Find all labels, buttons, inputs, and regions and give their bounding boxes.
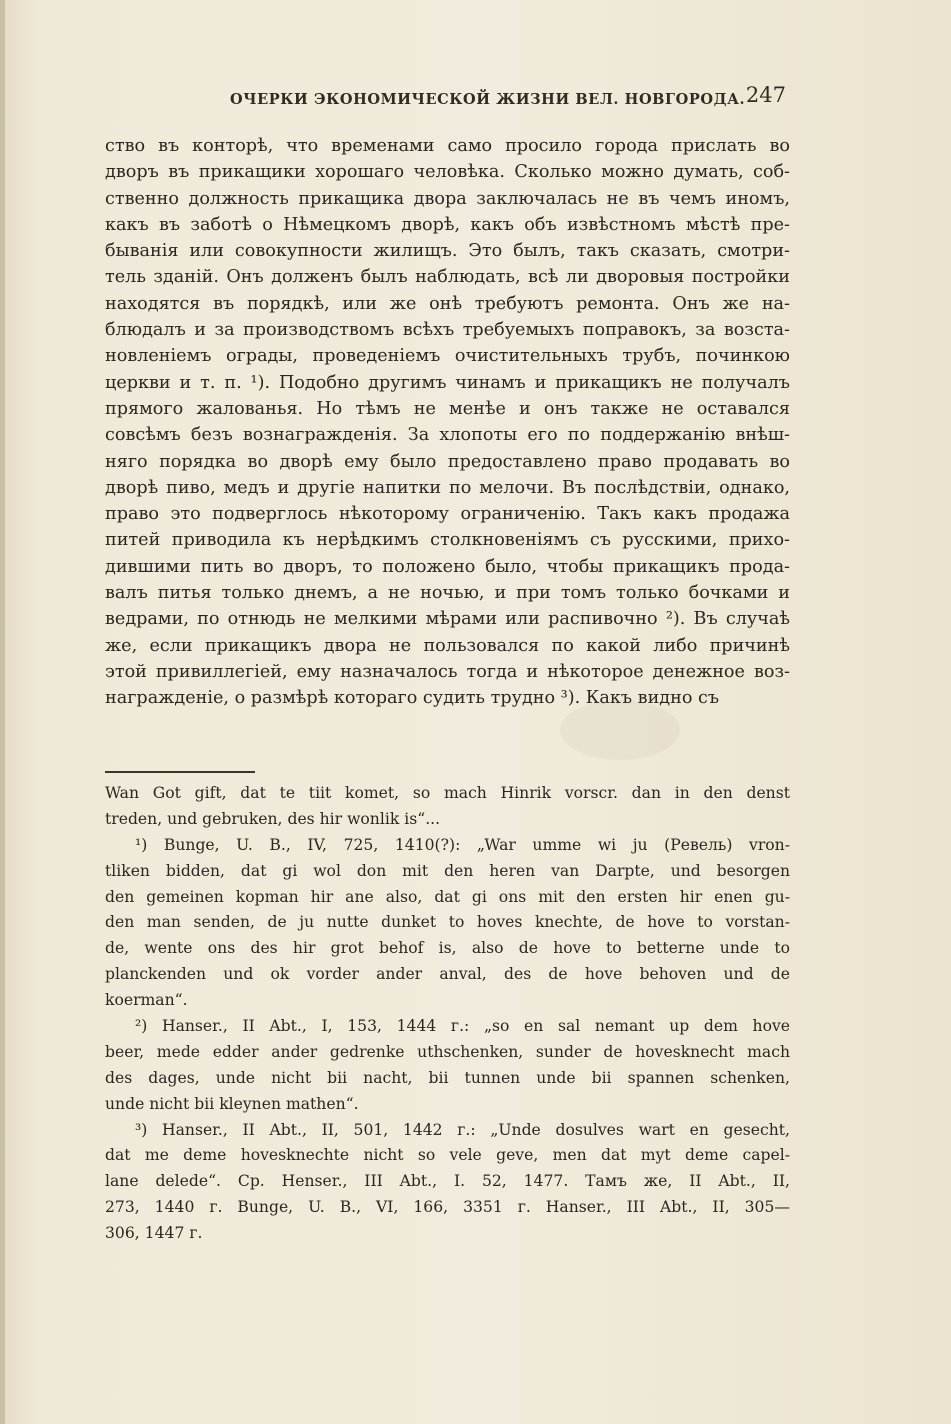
running-head <box>200 83 790 113</box>
text-line: блюдалъ и за производствомъ всѣхъ требуемыхъ поправокъ, за возста- <box>105 320 790 341</box>
footnote-line: Wan Got gift, dat te tiit komet, so mach Hinrik vorscr. dan in den denst <box>105 784 790 802</box>
footnote-line: tliken bidden, dat gi wol don mit den heren van Darpte, und besorgen <box>105 861 790 880</box>
text-line: ведрами, по отнюдь не мелкими мѣрами или распивочно ²). Въ случаѣ <box>105 609 790 630</box>
text-line: дворъ въ прикащики хорошаго человѣка. Сколько можно думать, соб- <box>105 162 790 183</box>
text-line: няго порядка во дворѣ ему было предоставлено право продавать во <box>105 451 790 472</box>
text-line: ственно должность прикащика двора заключалась не въ чемъ иномъ, <box>105 188 790 209</box>
footnote-line: 306, 1447 г. <box>105 1224 203 1243</box>
footnote-line: ²) Hanser., II Abt., I, 153, 1444 г.: „so en sal nemant up dem hove <box>135 1017 790 1036</box>
text-line: награжденіе, о размѣрѣ котораго судить трудно ³). Какъ видно съ <box>105 688 720 709</box>
footnote-line: unde nicht bii kleynen mathen“. <box>105 1094 359 1113</box>
footnotes-block <box>105 781 790 1247</box>
text-line: право это подверглось нѣкоторому ограниченію. Такъ какъ продажа <box>105 504 790 525</box>
footnote-line: de, wente ons des hir grot behof is, also de hove to betterne unde to <box>105 939 790 958</box>
text-line: валъ питья только днемъ, а не ночью, и при томъ только бочками и <box>105 583 790 604</box>
footnote-line: planckenden und ok vorder ander anval, des de hove behoven und de <box>105 965 790 984</box>
text-line: ство въ конторѣ, что временами само просило города прислать во <box>105 136 790 156</box>
text-line: же, если прикащикъ двора не пользовался по какой либо причинѣ <box>105 635 790 656</box>
text-line: дившими пить во дворъ, то положено было, чтобы прикащикъ прода- <box>105 556 790 577</box>
text-line: питей приводила къ нерѣдкимъ столкновеніямъ съ русскими, прихо- <box>105 530 790 551</box>
text-line: находятся въ порядкѣ, или же онѣ требуютъ ремонта. Онъ же на- <box>105 293 790 314</box>
footnote-line: ¹) Bunge, U. B., IV, 725, 1410(?): „War umme wi ju (Ревель) vron- <box>135 835 790 854</box>
page-number: 247 <box>745 83 786 107</box>
page-binding-edge <box>0 0 5 1424</box>
footnote-line: dat me deme hovesknechte nicht so vele geve, men dat myt deme capel- <box>105 1146 790 1165</box>
text-line: быванія или совокупности жилищъ. Это былъ, такъ сказать, смотри- <box>105 241 790 262</box>
footnote-line: den man senden, de ju nutte dunket to hoves knechte, de hove to vorstan- <box>105 913 790 932</box>
text-line: тель зданій. Онъ долженъ былъ наблюдать, всѣ ли дворовыя постройки <box>105 267 790 288</box>
footnote-line: 273, 1440 г. Bunge, U. B., VI, 166, 3351 г. Hanser., III Abt., II, 305— <box>105 1198 790 1217</box>
footnote-line: lane delede“. Ср. Henser., III Abt., I. 52, 1477. Тамъ же, II Abt., II, <box>105 1172 790 1191</box>
footnote-line: koerman“. <box>105 991 188 1010</box>
text-line: этой привиллегіей, ему назначалось тогда и нѣкоторое денежное воз- <box>105 661 790 682</box>
main-text-block <box>105 133 790 712</box>
running-title: ОЧЕРКИ ЭКОНОМИЧЕСКОЙ ЖИЗНИ ВЕЛ. НОВГОРОДА. <box>230 91 746 108</box>
footnote-line: treden, und gebruken, des hir wonlik is“... <box>105 809 441 828</box>
text-line: дворѣ пиво, медъ и другіе напитки по мелочи. Въ послѣдствіи, однако, <box>105 477 790 498</box>
footnote-line: den gemeinen kopman hir ane also, dat gi ons mit den ersten hir enen gu- <box>105 887 790 906</box>
text-line: какъ въ заботѣ о Нѣмецкомъ дворѣ, какъ объ извѣстномъ мѣстѣ пре- <box>105 214 790 235</box>
footnote-line: beer, mede edder ander gedrenke uthschenken, sunder de hovesknecht mach <box>105 1042 790 1061</box>
text-line: совсѣмъ безъ вознагражденія. За хлопоты его по поддержанію внѣш- <box>105 425 790 446</box>
text-line: церкви и т. п. ¹). Подобно другимъ чинамъ и прикащикъ не получалъ <box>105 372 790 393</box>
text-line: новленіемъ ограды, проведеніемъ очистительныхъ трубъ, починкою <box>105 346 790 367</box>
footnote-line: ³) Hanser., II Abt., II, 501, 1442 г.: „Unde dosulves wart en gesecht, <box>135 1120 790 1139</box>
text-line: прямого жалованья. Но тѣмъ не менѣе и онъ также не оставался <box>105 398 790 419</box>
footnote-line: des dages, unde nicht bii nacht, bii tunnen unde bii spannen schenken, <box>105 1068 790 1087</box>
footnote-separator <box>105 771 255 773</box>
